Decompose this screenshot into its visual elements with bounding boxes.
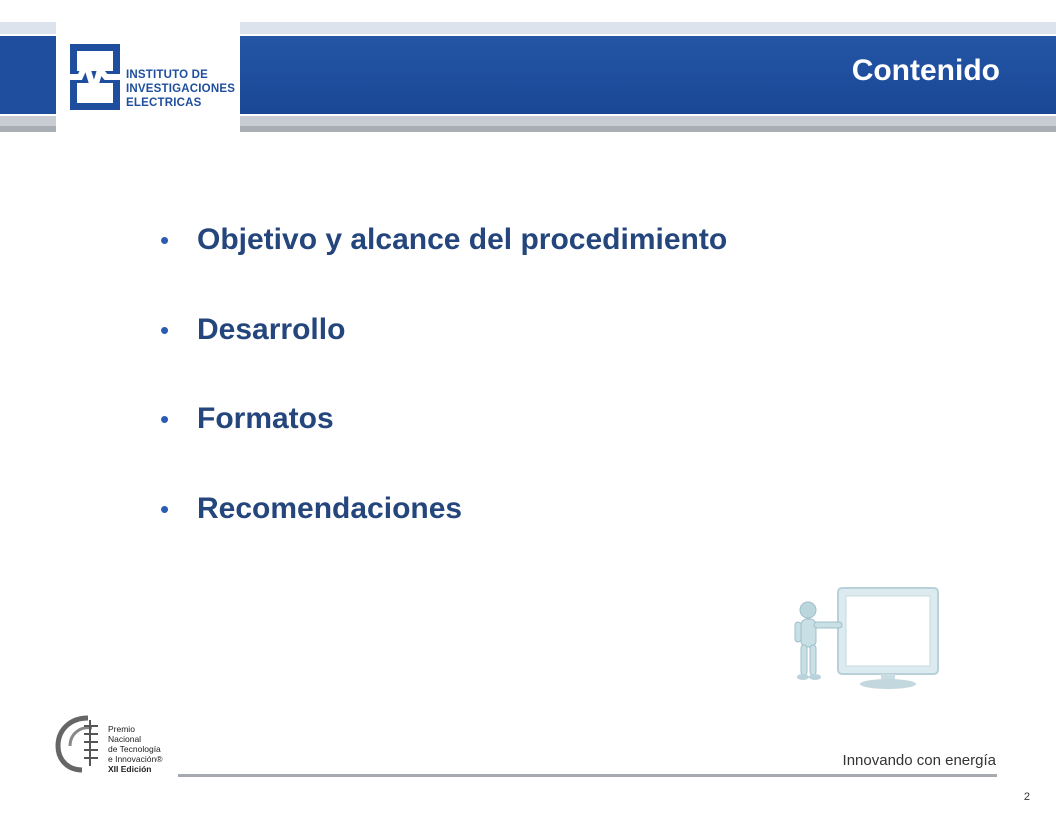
- prize-line-1: Premio: [108, 724, 135, 734]
- list-item: [160, 489, 727, 579]
- list-item: [160, 399, 727, 489]
- list-item-label: Recomendaciones: [197, 491, 463, 525]
- presenter-figure-illustration-icon: [786, 584, 946, 696]
- slogan: Innovando con energía: [842, 752, 996, 769]
- prize-line-4: e Innovación®: [108, 754, 163, 764]
- logo-line-3: ELECTRICAS: [126, 97, 202, 109]
- iie-logo-icon: [68, 42, 122, 112]
- logo-line-1: INSTITUTO DE: [126, 69, 209, 81]
- bullet-icon: •: [160, 225, 170, 255]
- bullet-icon: •: [160, 314, 170, 345]
- bullet-icon: •: [160, 493, 170, 524]
- list-item-label: Objetivo y alcance del procedimiento: [197, 223, 728, 256]
- logo-text: [126, 68, 235, 110]
- list-item-label: Formatos: [197, 402, 334, 435]
- bullet-icon: •: [160, 404, 170, 434]
- bullet-list: [160, 220, 727, 578]
- slide-title: Contenido: [851, 54, 1000, 87]
- premio-nacional-logo-icon: [54, 712, 106, 774]
- list-item: [160, 310, 727, 400]
- premio-nacional-text: [108, 724, 162, 774]
- prize-line-3: de Tecnología: [108, 744, 161, 754]
- prize-line-2: Nacional: [108, 734, 142, 744]
- prize-line-5: XII Edición: [108, 764, 152, 774]
- list-item: [160, 220, 727, 310]
- footer-divider: [178, 774, 997, 777]
- logo-line-2: INVESTIGACIONES: [126, 83, 236, 95]
- header-left-band: [0, 22, 56, 134]
- list-item-label: Desarrollo: [197, 312, 346, 346]
- page-number: 2: [1023, 791, 1030, 803]
